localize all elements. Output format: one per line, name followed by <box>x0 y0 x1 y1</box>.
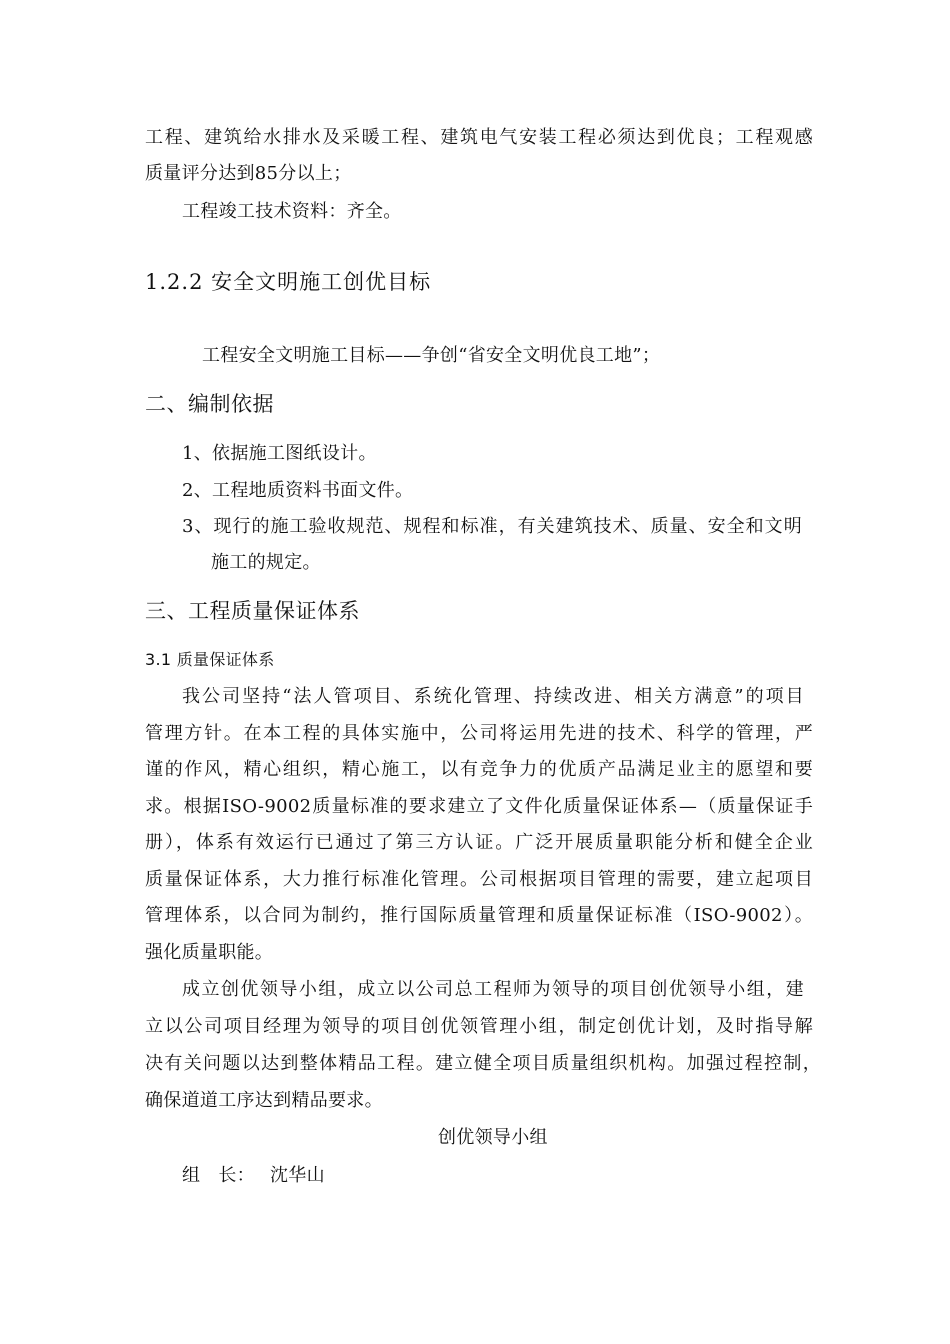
list-item: 2、工程地质资料书面文件。 <box>182 480 414 501</box>
paragraph-line: 强化质量职能。 <box>145 942 274 963</box>
subsection-title: 3.1 质量保证体系 <box>145 650 275 669</box>
paragraph-line: 确保道道工序达到精品要求。 <box>145 1090 383 1111</box>
paragraph-line: 质量评分达到85分以上； <box>145 163 352 184</box>
paragraph-line: 我公司坚持“法人管项目、系统化管理、持续改进、相关方满意”的项目 <box>182 686 804 707</box>
group-title: 创优领导小组 <box>438 1127 548 1148</box>
section-title-quality: 三、工程质量保证体系 <box>145 599 360 623</box>
paragraph-line: 成立创优领导小组，成立以公司总工程师为领导的项目创优领导小组，建 <box>182 979 804 1000</box>
paragraph-line: 谨的作风，精心组织，精心施工，以有竞争力的优质产品满足业主的愿望和要 <box>145 759 813 780</box>
paragraph-line: 质量保证体系，大力推行标准化管理。公司根据项目管理的需要，建立起项目 <box>145 869 813 890</box>
paragraph-line: 册），体系有效运行已通过了第三方认证。广泛开展质量职能分析和健全企业 <box>145 832 813 853</box>
paragraph-line: 管理体系，以合同为制约，推行国际质量管理和质量保证标准（ISO-9002）。 <box>145 905 813 926</box>
list-item: 3、现行的施工验收规范、规程和标准，有关建筑技术、质量、安全和文明 <box>182 516 802 537</box>
paragraph-line: 求。根据ISO-9002质量标准的要求建立了文件化质量保证体系—（质量保证手 <box>145 796 813 817</box>
list-item: 1、依据施工图纸设计。 <box>182 443 377 464</box>
leader-name: 沈华山 <box>270 1165 325 1186</box>
paragraph-line: 决有关问题以达到整体精品工程。建立健全项目质量组织机构。加强过程控制， <box>145 1053 821 1074</box>
paragraph-line: 立以公司项目经理为领导的项目创优领管理小组，制定创优计划，及时指导解 <box>145 1016 813 1037</box>
paragraph-line: 工程、建筑给水排水及采暖工程、建筑电气安装工程必须达到优良；工程观感 <box>145 127 813 148</box>
leader-label: 组 长： <box>182 1165 255 1186</box>
paragraph-line: 管理方针。在本工程的具体实施中，公司将运用先进的技术、科学的管理，严 <box>145 723 813 744</box>
list-item-continuation: 施工的规定。 <box>211 552 321 573</box>
paragraph-line: 工程竣工技术资料：齐全。 <box>182 201 402 222</box>
paragraph-line: 工程安全文明施工目标——争创“省安全文明优良工地”； <box>202 345 661 366</box>
section-heading-1-2-2: 1.2.2 安全文明施工创优目标 <box>145 270 432 294</box>
section-title-basis: 二、编制依据 <box>145 392 274 416</box>
